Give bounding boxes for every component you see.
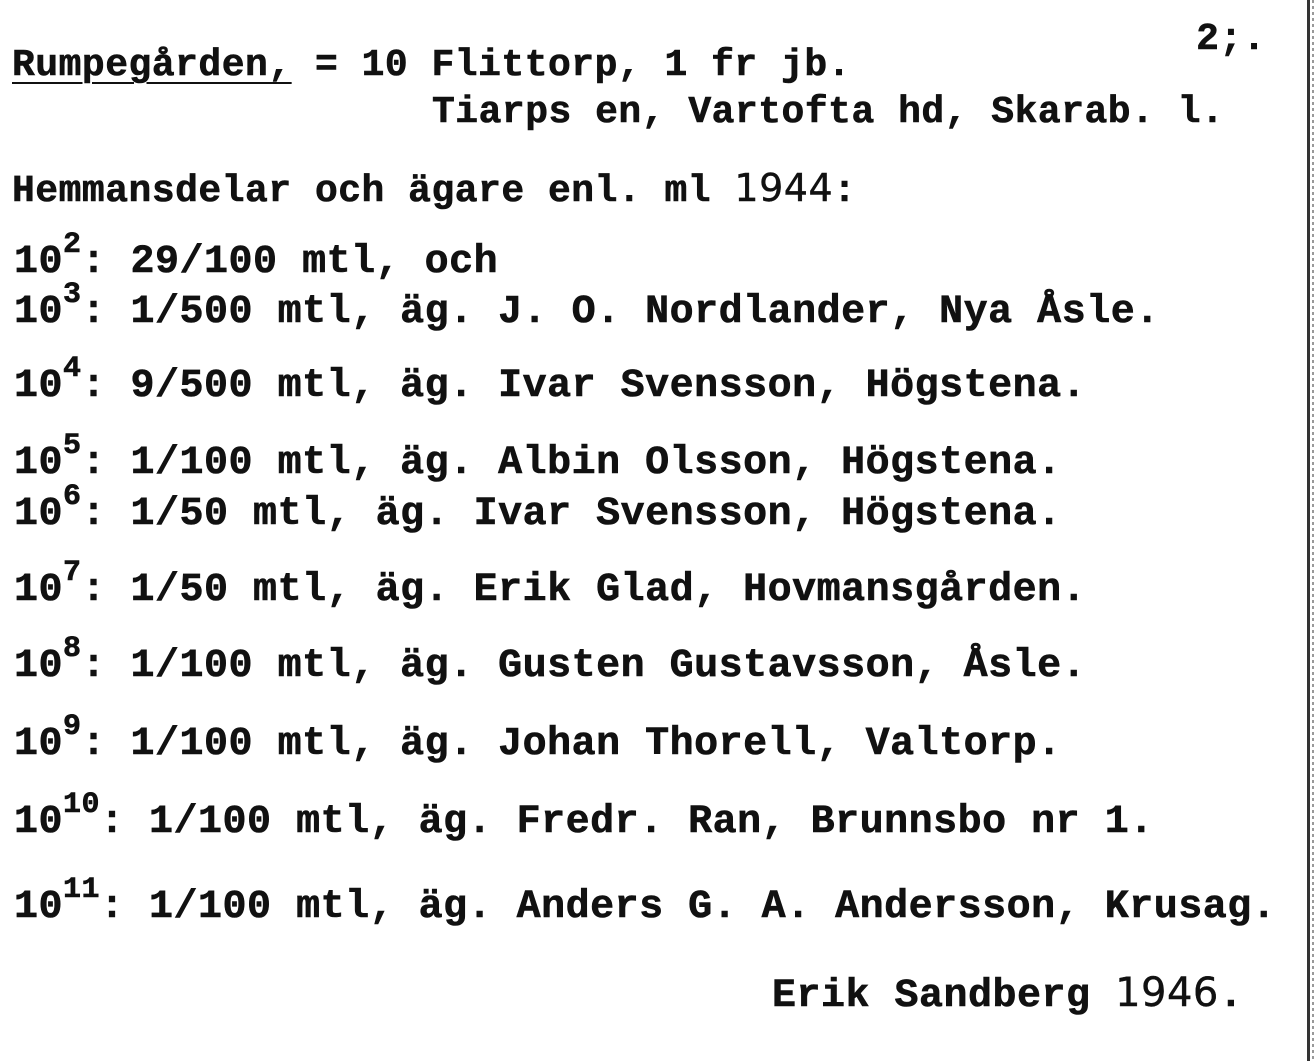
entry-text: : 1/100 mtl, äg. Albin Olsson, Högstena. [81,441,1062,486]
entry-text: : 9/500 mtl, äg. Ivar Svensson, Högstena. [81,364,1087,409]
entry-base: 10 [14,800,64,845]
entry-line [14,352,1087,409]
entry-base: 10 [14,240,64,285]
location-line: Tiarps en, Vartofta hd, Skarab. l. [432,91,1225,134]
place-name: Rumpegården, [12,44,292,87]
entry-sup: 10 [63,788,101,822]
entry-line [14,228,499,285]
place-description: = 10 Flittorp, 1 fr jb. [291,44,851,87]
signature-period: . [1218,974,1244,1019]
entry-base: 10 [14,364,64,409]
entry-base: 10 [14,492,64,537]
entry-sup: 3 [63,278,82,312]
entry-sup: 5 [63,429,82,463]
signature [772,970,1243,1019]
entry-sup: 4 [63,352,82,386]
entry-sup: 8 [63,632,82,666]
entry-sup: 6 [63,480,82,514]
entry-sup: 11 [63,873,101,907]
entry-line [14,429,1062,486]
section-heading-text: Hemmansdelar och ägare enl. ml [12,170,735,213]
entry-sup: 2 [63,228,82,262]
entry-text: : 1/100 mtl, äg. Anders G. A. Andersson, Krusag. [100,885,1277,930]
entry-text: : 1/500 mtl, äg. J. O. Nordlander, Nya Åsle. [81,290,1160,335]
entry-base: 10 [14,885,64,930]
signature-name: Erik Sandberg [772,974,1116,1019]
header-line [12,44,851,87]
entry-text: : 1/50 mtl, äg. Ivar Svensson, Högstena. [81,492,1062,537]
entry-line [14,710,1062,767]
entry-base: 10 [14,644,64,689]
entry-line [14,873,1277,930]
signature-year: 1946 [1115,970,1219,1016]
entry-sup: 7 [63,556,82,590]
entry-line [14,480,1062,537]
entry-base: 10 [14,568,64,613]
entry-text: : 1/50 mtl, äg. Erik Glad, Hovmansgården. [81,568,1087,613]
entry-base: 10 [14,290,64,335]
entry-line [14,632,1087,689]
card-right-edge [1307,0,1310,1061]
entry-text: : 1/100 mtl, äg. Johan Thorell, Valtorp. [81,722,1062,767]
entry-text: : 29/100 mtl, och [81,240,499,285]
card-number: 2;. [1196,18,1266,61]
entry-line [14,278,1160,335]
entry-line [14,788,1154,845]
entry-sup: 9 [63,710,82,744]
entry-text: : 1/100 mtl, äg. Fredr. Ran, Brunnsbo nr 1. [100,800,1154,845]
entry-text: : 1/100 mtl, äg. Gusten Gustavsson, Åsle. [81,644,1087,689]
entry-base: 10 [14,722,64,767]
entry-line [14,556,1087,613]
section-heading [12,166,856,213]
section-heading-year: 1944 [734,166,834,210]
section-heading-colon: : [833,170,857,213]
entry-base: 10 [14,441,64,486]
